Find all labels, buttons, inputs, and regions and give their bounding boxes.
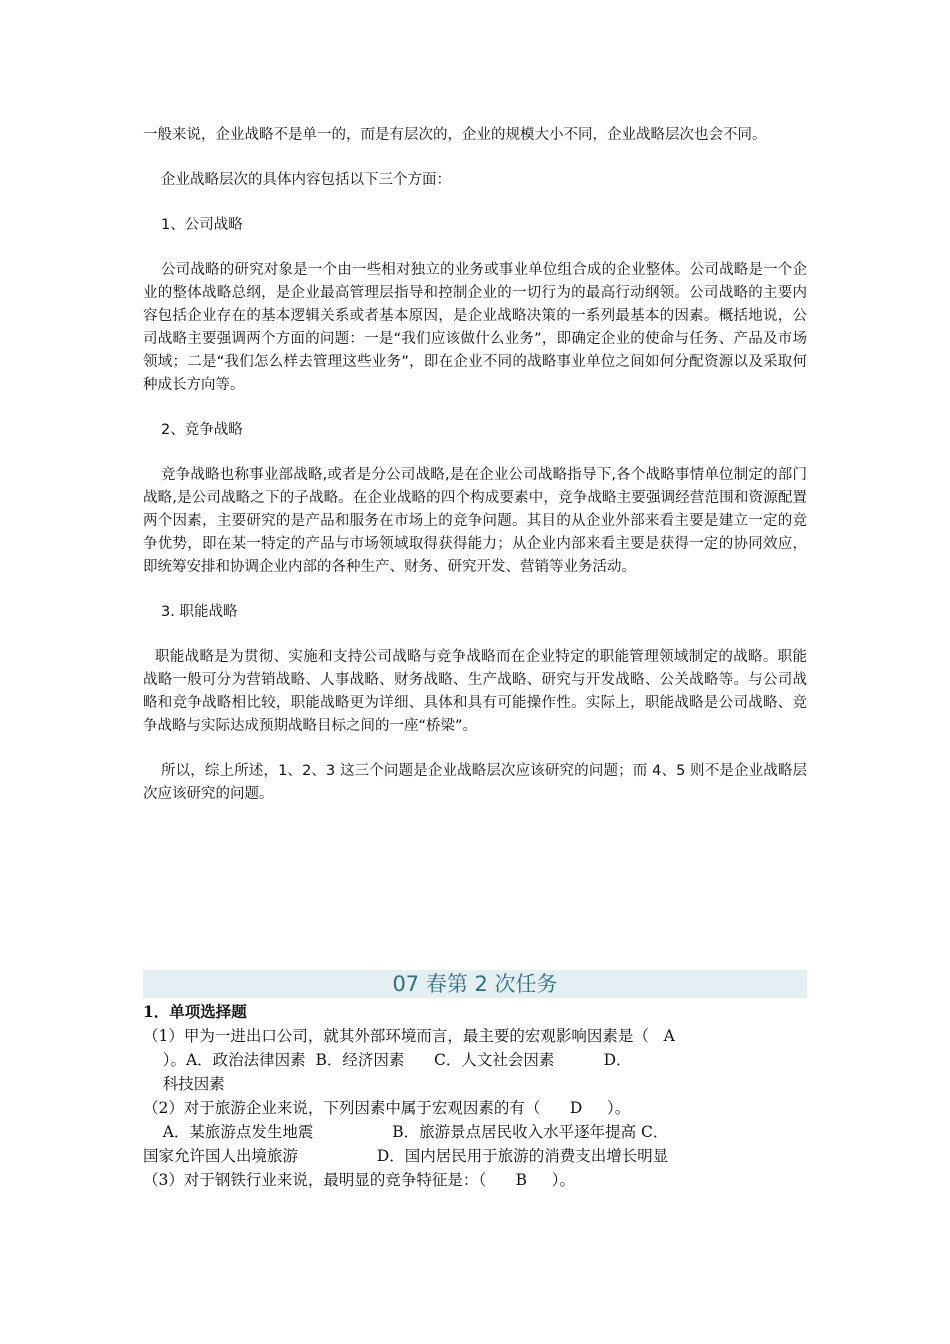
- paragraph-corporate-strategy: 公司战略的研究对象是一个由一些相对独立的业务或事业单位组合成的企业整体。公司战略是一个企业的整体战略总纲，是企业最高管理层指导和控制企业的一切行为的最高行动纲领。公司战略的主要内容包括企业存在的基本逻辑关系或者基本原因，是企业战略决策的一系列最基本的因素。概括地说，公司战略主要强调两个方面的问题：一是“我们应该做什么业务”，即确定企业的使命与任务、产品及市场领域；二是“我们怎么样去管理这些业务”，即在企业不同的战略事业单位之间如何分配资源以及采取何种成长方向等。: [143, 262, 807, 393]
- question-line: A．某旅游点发生地震 B．旅游景点居民收入水平逐年提高 C．: [143, 1123, 669, 1141]
- question-line: ）。A．政治法律因素 B．经济因素 C．人文社会因素 D．: [143, 1051, 632, 1069]
- paragraph-conclusion: 所以，综上所述，1、2、3 这三个问题是企业战略层次应该研究的问题；而 4、5 则不是企业战略层次应该研究的问题。: [143, 763, 807, 802]
- paragraph-functional-strategy: 职能战略是为贯彻、实施和支持公司战略与竞争战略而在企业特定的职能管理领域制定的战略。职能战略一般可分为营销战略、人事战略、财务战略、生产战略、研究与开发战略、公关战略等。与公司战略和竞争战略相比较，职能战略更为详细、具体和具有可能操作性。实际上，职能战略是公司战略、竞争战略与实际达成预期战略目标之间的一座“桥梁”。: [143, 649, 807, 734]
- paragraph-levels: 企业战略层次的具体内容包括以下三个方面：: [161, 172, 451, 188]
- question-line: 国家允许国人出境旅游 D．国内居民用于旅游的消费支出增长明显: [143, 1147, 669, 1165]
- heading-competitive-strategy: 2、竞争战略: [161, 422, 243, 438]
- question-line: （3）对于钢铁行业来说，最明显的竞争特征是：（ B ）。: [143, 1171, 575, 1189]
- paragraph-competitive-strategy: 竞争战略也称事业部战略,或者是分公司战略,是在企业公司战略指导下,各个战略事情单位制定的部门战略,是公司战略之下的子战略。在企业战略的四个构成要素中，竞争战略主要强调经营范围和资源配置两个因素，主要研究的是产品和服务在市场上的竞争问题。其目的从企业外部来看主要是建立一定的竞争优势，即在某一特定的产品与市场领域取得获得能力；从企业内部来看主要是获得一定的协同效应，即统筹安排和协调企业内部的各种生产、财务、研究开发、营销等业务活动。: [143, 467, 807, 575]
- section-title: 07 春第 2 次任务: [143, 970, 807, 998]
- heading-corporate-strategy: 1、公司战略: [161, 217, 243, 233]
- question-line: （1）甲为一进出口公司，就其外部环境而言，最主要的宏观影响因素是（ A: [143, 1027, 675, 1045]
- body-text: [143, 124, 807, 806]
- question-heading: 1．单项选择题: [143, 1002, 247, 1021]
- question-line: 科技因素: [143, 1075, 225, 1093]
- question-line: （2）对于旅游企业来说，下列因素中属于宏观因素的有（ D ）。: [143, 1099, 631, 1117]
- heading-functional-strategy: 3. 职能战略: [161, 604, 238, 620]
- question-block: [143, 1000, 807, 1192]
- paragraph-intro: 一般来说，企业战略不是单一的，而是有层次的，企业的规模大小不同，企业战略层次也会不同。: [143, 127, 767, 143]
